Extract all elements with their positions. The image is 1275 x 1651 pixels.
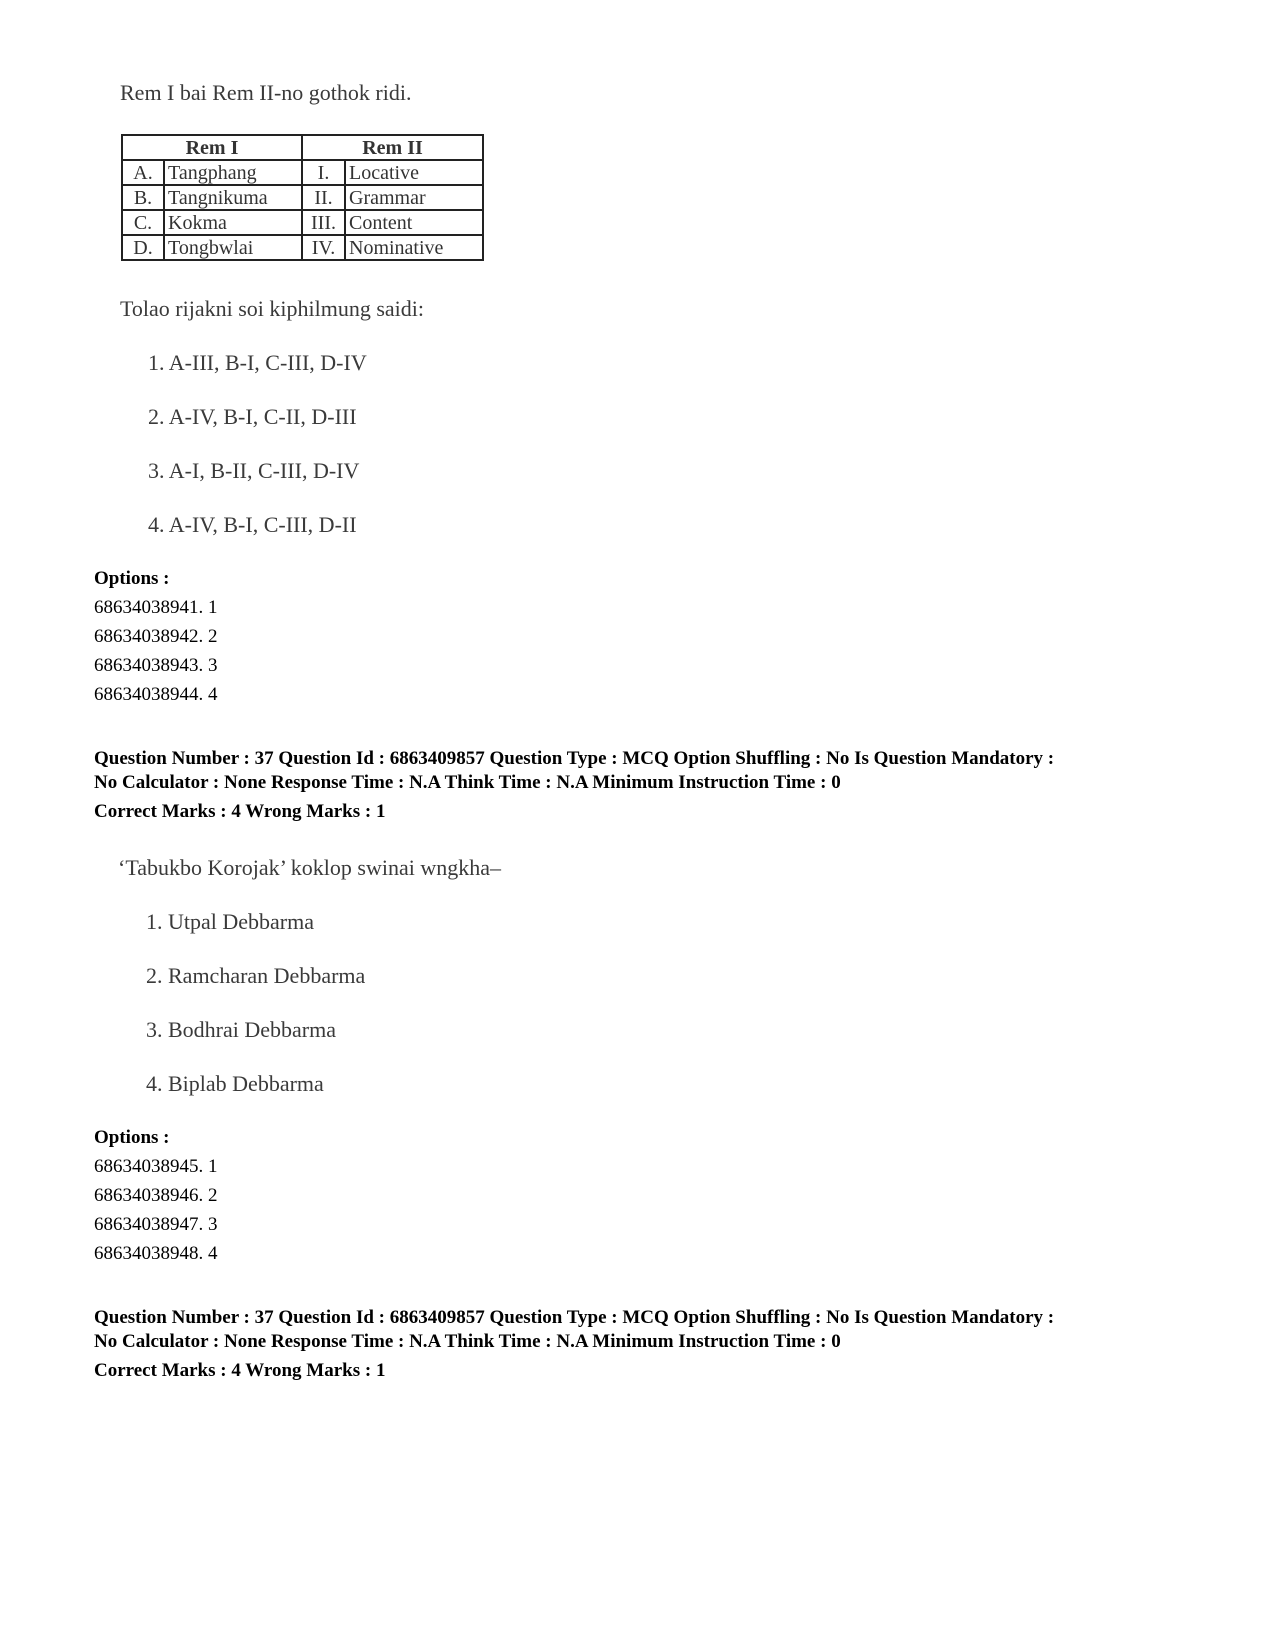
table-header-rem-i: Rem I bbox=[122, 135, 302, 160]
option-item: 68634038948. 4 bbox=[94, 1243, 218, 1264]
q37-meta bbox=[94, 747, 1194, 824]
question-meta-line: No Calculator : None Response Time : N.A Think Time : N.A Minimum Instruction Time : 0 bbox=[94, 772, 841, 793]
q36-prompt: Tolao rijakni soi kiphilmung saidi: bbox=[120, 296, 424, 321]
q37-choice-4: 4. Biplab Debbarma bbox=[146, 1071, 324, 1096]
q36-choice-3: 3. A-I, B-II, C-III, D-IV bbox=[148, 458, 360, 483]
option-item: 68634038944. 4 bbox=[94, 684, 218, 705]
q36-choice-2: 2. A-IV, B-I, C-II, D-III bbox=[148, 404, 357, 429]
options-label: Options : bbox=[94, 1127, 170, 1148]
q36-choice-4: 4. A-IV, B-I, C-III, D-II bbox=[148, 512, 357, 537]
q36-instruction: Rem I bai Rem II-no gothok ridi. bbox=[120, 80, 412, 105]
table-row bbox=[122, 235, 483, 260]
row-value: Kokma bbox=[164, 210, 302, 235]
table-row bbox=[122, 210, 483, 235]
row-value: Tangphang bbox=[164, 160, 302, 185]
row-numeral: II. bbox=[302, 185, 345, 210]
row-numeral: III. bbox=[302, 210, 345, 235]
row-numeral: I. bbox=[302, 160, 345, 185]
question-meta-line: No Calculator : None Response Time : N.A Think Time : N.A Minimum Instruction Time : 0 bbox=[94, 1331, 841, 1352]
q36-choice-1: 1. A-III, B-I, C-III, D-IV bbox=[148, 350, 367, 375]
q37-question: ‘Tabukbo Korojak’ koklop swinai wngkha– bbox=[118, 855, 501, 880]
option-item: 68634038942. 2 bbox=[94, 626, 218, 647]
q37-choice-2: 2. Ramcharan Debbarma bbox=[146, 963, 366, 988]
row-value: Tongbwlai bbox=[164, 235, 302, 260]
row-label: C. bbox=[122, 210, 164, 235]
q36-options bbox=[94, 564, 218, 709]
option-item: 68634038945. 1 bbox=[94, 1156, 218, 1177]
marks-line: Correct Marks : 4 Wrong Marks : 1 bbox=[94, 801, 386, 822]
option-item: 68634038941. 1 bbox=[94, 597, 218, 618]
option-item: 68634038943. 3 bbox=[94, 655, 218, 676]
table-row bbox=[122, 160, 483, 185]
q37-choice-1: 1. Utpal Debbarma bbox=[146, 909, 314, 934]
row-match: Content bbox=[345, 210, 483, 235]
q37-options bbox=[94, 1123, 218, 1268]
marks-line: Correct Marks : 4 Wrong Marks : 1 bbox=[94, 1360, 386, 1381]
row-match: Nominative bbox=[345, 235, 483, 260]
row-match: Locative bbox=[345, 160, 483, 185]
q37-choice-3: 3. Bodhrai Debbarma bbox=[146, 1017, 336, 1042]
question-meta-line: Question Number : 37 Question Id : 6863409857 Question Type : MCQ Option Shuffling : No Is Question Mandatory : bbox=[94, 748, 1055, 769]
row-numeral: IV. bbox=[302, 235, 345, 260]
matching-table bbox=[121, 134, 484, 261]
row-label: A. bbox=[122, 160, 164, 185]
row-label: B. bbox=[122, 185, 164, 210]
option-item: 68634038946. 2 bbox=[94, 1185, 218, 1206]
q38-meta bbox=[94, 1306, 1194, 1383]
table-row bbox=[122, 185, 483, 210]
option-item: 68634038947. 3 bbox=[94, 1214, 218, 1235]
row-match: Grammar bbox=[345, 185, 483, 210]
options-label: Options : bbox=[94, 568, 170, 589]
table-header-rem-ii: Rem II bbox=[302, 135, 483, 160]
row-value: Tangnikuma bbox=[164, 185, 302, 210]
question-meta-line: Question Number : 37 Question Id : 6863409857 Question Type : MCQ Option Shuffling : No Is Question Mandatory : bbox=[94, 1307, 1055, 1328]
row-label: D. bbox=[122, 235, 164, 260]
